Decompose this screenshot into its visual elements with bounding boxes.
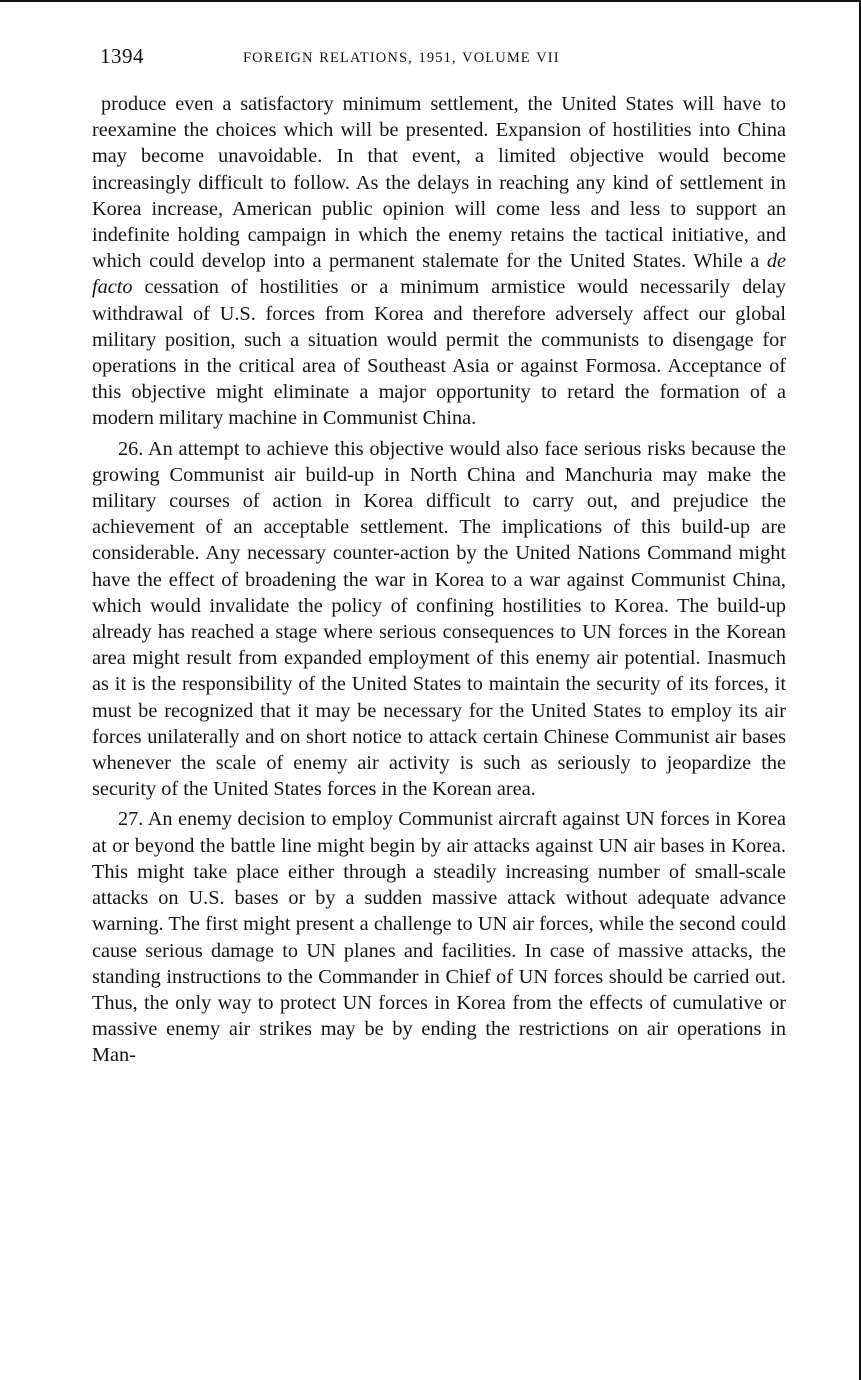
paragraph-26: 26. An attempt to achieve this objective would also face serious risks because the growing Communist air build-up in North China and Manchuria may make the military courses of action in Korea difficult to carry out, and prejudice the achievement of an acceptable settlement. The implications of this build-up are considerable. Any necessary counter-action by the United Nations Command might have the effect of broadening the war in Korea to a war against Communist China, which would invalidate the policy of confining hostilities to Korea. The build-up already has reached a stage where serious consequences to UN forces in the Korean area might result from expanded employment of this enemy air potential. Inasmuch as it is the responsibility of the United States to maintain the security of its forces, it must be recognized that it may be necessary for the United States to employ its air forces unilaterally and on short notice to attack certain Chinese Communist air bases whenever the scale of enemy air activity is such as seriously to jeopardize the security of the United States forces in the Korean area. <box>92 437 786 801</box>
document-body <box>92 91 786 1073</box>
page-header <box>100 44 790 74</box>
page-number: 1394 <box>100 44 144 68</box>
paragraph-text-before-italic: produce even a satisfactory minimum settlement, the United States will have to reexamine the choices which will be presented. Expansion of hostilities into China may become unavoidable. In that event, a limited objective would become increasingly difficult to follow. As the delays in reaching any kind of settlement in Korea increase, American public opinion will come less and less to support an indefinite holding campaign in which the enemy retains the tactical initiative, and which could develop into a permanent stalemate for the United States. While a <box>92 93 786 273</box>
italic-phrase: de facto <box>92 250 786 299</box>
running-head: FOREIGN RELATIONS, 1951, VOLUME VII <box>243 50 560 66</box>
paragraph-text-after-italic: cessation of hostilities or a minimum armistice would necessarily delay withdrawal of U.S. forces from Korea and therefore adversely affect our global military position, such a situation would permit the communists to disengage for operations in the critical area of Southeast Asia or against Formosa. Acceptance of this objective might eliminate a major opportunity to retard the formation of a modern military machine in Communist China. <box>92 276 786 430</box>
paragraph-25-continued <box>92 91 786 432</box>
page-top-edge <box>0 0 861 2</box>
paragraph-27: 27. An enemy decision to employ Communist aircraft against UN forces in Korea at or beyond the battle line might begin by air attacks against UN air bases in Korea. This might take place either through a steadily increasing number of small-scale attacks on U.S. bases or by a sudden massive attack without adequate advance warning. The first might present a challenge to UN air forces, while the second could cause serious damage to UN planes and facilities. In case of massive attacks, the standing instructions to the Commander in Chief of UN forces should be carried out. Thus, the only way to protect UN forces in Korea from the effects of cumulative or massive enemy air strikes may be by ending the restrictions on air operations in Man- <box>92 808 786 1067</box>
